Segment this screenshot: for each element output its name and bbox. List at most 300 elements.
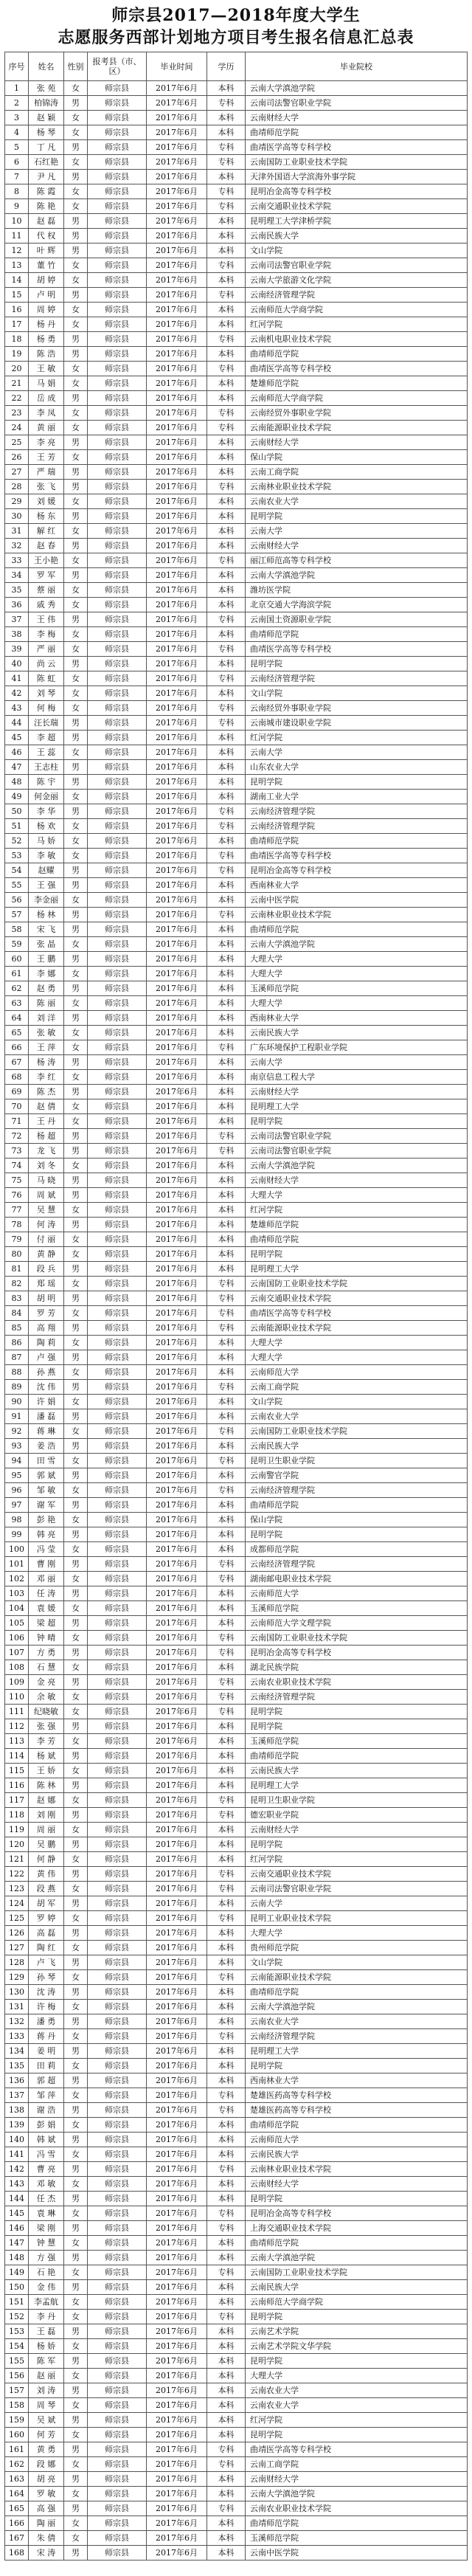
cell-education: 专科 [207,140,246,155]
table-row [5,1557,468,1572]
cell-name: 赵 春 [29,539,64,553]
table-row [5,2044,468,2059]
cell-no: 149 [5,2265,29,2280]
cell-county: 师宗县 [88,214,147,229]
cell-sex: 女 [64,583,88,598]
cell-school: 广东环境保护工程职业学院 [246,1040,468,1055]
cell-sex: 男 [64,863,88,878]
cell-education: 专科 [207,2162,246,2177]
cell-education: 本科 [207,952,246,967]
cell-school: 云南机电职业技术学院 [246,332,468,347]
cell-sex: 女 [64,2236,88,2251]
cell-grad-time: 2017年6月 [147,539,207,553]
cell-no: 159 [5,2413,29,2428]
cell-sex: 女 [64,111,88,125]
cell-county: 师宗县 [88,2014,147,2029]
table-header-row [5,52,468,81]
cell-school: 云南师范大学 [246,1586,468,1601]
cell-grad-time: 2017年6月 [147,1040,207,1055]
cell-grad-time: 2017年6月 [147,258,207,273]
cell-county: 师宗县 [88,1291,147,1306]
cell-sex: 男 [64,568,88,583]
cell-grad-time: 2017年6月 [147,1070,207,1085]
cell-grad-time: 2017年6月 [147,421,207,435]
cell-sex: 男 [64,2014,88,2029]
cell-education: 专科 [207,1454,246,1468]
cell-no: 41 [5,671,29,686]
cell-school: 北京交通大学海滨学院 [246,598,468,612]
cell-name: 田 雪 [29,1454,64,1468]
cell-county: 师宗县 [88,1424,147,1439]
cell-county: 师宗县 [88,2324,147,2339]
cell-sex: 女 [64,1247,88,1262]
table-row [5,1144,468,1158]
cell-education: 本科 [207,878,246,893]
cell-sex: 男 [64,1262,88,1277]
cell-school: 云南师范大学文理学院 [246,1616,468,1631]
cell-name: 胡 明 [29,1291,64,1306]
cell-name: 沈 伟 [29,1380,64,1395]
cell-no: 7 [5,170,29,184]
table-row [5,1970,468,1985]
cell-grad-time: 2017年6月 [147,1454,207,1468]
cell-sex: 男 [64,170,88,184]
cell-grad-time: 2017年6月 [147,1808,207,1823]
cell-county: 师宗县 [88,1985,147,2000]
cell-grad-time: 2017年6月 [147,1277,207,1291]
cell-name: 杨 东 [29,509,64,524]
cell-sex: 男 [64,480,88,494]
cell-education: 本科 [207,524,246,539]
cell-grad-time: 2017年6月 [147,2472,207,2487]
table-row [5,834,468,849]
cell-education: 专科 [207,96,246,111]
cell-name: 周 斌 [29,1188,64,1203]
cell-name: 何 梅 [29,701,64,716]
cell-education: 本科 [207,1099,246,1114]
cell-no: 23 [5,406,29,421]
cell-school: 云南能源职业技术学院 [246,1970,468,1985]
cell-sex: 男 [64,1867,88,1882]
cell-school: 云南师范大学商学院 [246,391,468,406]
cell-education: 专科 [207,671,246,686]
cell-no: 153 [5,2324,29,2339]
cell-county: 师宗县 [88,583,147,598]
cell-no: 162 [5,2457,29,2472]
cell-school: 云南国防工业职业技术学院 [246,1424,468,1439]
cell-grad-time: 2017年6月 [147,1158,207,1173]
cell-no: 156 [5,2369,29,2383]
table-row [5,804,468,819]
cell-education: 本科 [207,1513,246,1527]
cell-education: 本科 [207,1660,246,1675]
cell-no: 102 [5,1572,29,1586]
cell-sex: 女 [64,967,88,981]
cell-education: 本科 [207,1601,246,1616]
cell-name: 王 强 [29,878,64,893]
cell-name: 叶 辉 [29,244,64,258]
cell-no: 119 [5,1823,29,1837]
cell-county: 师宗县 [88,2044,147,2059]
cell-education: 本科 [207,1985,246,2000]
cell-name: 纪晓敏 [29,1705,64,1719]
cell-name: 赵 磊 [29,214,64,229]
cell-name: 曹 刚 [29,1557,64,1572]
cell-grad-time: 2017年6月 [147,1306,207,1321]
cell-school: 曲靖医学高等专科学校 [246,1306,468,1321]
cell-school: 云南大学滇池学院 [246,2251,468,2265]
cell-county: 师宗县 [88,347,147,362]
cell-education: 专科 [207,1631,246,1646]
cell-sex: 女 [64,1099,88,1114]
cell-grad-time: 2017年6月 [147,494,207,509]
cell-school: 西南林业大学 [246,1011,468,1026]
cell-no: 3 [5,111,29,125]
cell-no: 32 [5,539,29,553]
cell-no: 66 [5,1040,29,1055]
cell-sex: 女 [64,1070,88,1085]
cell-no: 83 [5,1291,29,1306]
cell-sex: 女 [64,1114,88,1129]
cell-sex: 女 [64,81,88,96]
cell-name: 陈 艳 [29,199,64,214]
cell-no: 43 [5,701,29,716]
cell-school: 昆明冶金高等专科学校 [246,184,468,199]
cell-county: 师宗县 [88,2354,147,2369]
cell-grad-time: 2017年6月 [147,1646,207,1660]
cell-name: 孙 燕 [29,1365,64,1380]
cell-school: 云南艺术学院文华学院 [246,2339,468,2354]
cell-name: 李 华 [29,804,64,819]
cell-sex: 男 [64,1055,88,1070]
cell-sex: 男 [64,288,88,303]
cell-education: 本科 [207,2177,246,2192]
cell-sex: 男 [64,332,88,347]
cell-no: 16 [5,303,29,317]
cell-grad-time: 2017年6月 [147,1793,207,1808]
cell-sex: 女 [64,1793,88,1808]
cell-no: 96 [5,1483,29,1498]
cell-school: 大理大学 [246,996,468,1011]
cell-school: 保山学院 [246,1513,468,1527]
cell-name: 田 莉 [29,2059,64,2073]
cell-school: 昆明学院 [246,657,468,671]
cell-no: 106 [5,1631,29,1646]
cell-name: 罗 芳 [29,1306,64,1321]
cell-no: 121 [5,1852,29,1867]
cell-education: 专科 [207,2442,246,2457]
cell-education: 本科 [207,2192,246,2206]
cell-school: 云南国防工业职业技术学院 [246,1277,468,1291]
cell-school: 云南经济管理学院 [246,671,468,686]
cell-name: 何 涛 [29,1218,64,1232]
cell-school: 曲靖医学高等专科学校 [246,642,468,657]
cell-education: 本科 [207,922,246,937]
cell-school: 文山学院 [246,1955,468,1970]
table-row [5,1040,468,1055]
cell-no: 44 [5,716,29,731]
cell-no: 113 [5,1734,29,1749]
cell-no: 15 [5,288,29,303]
cell-sex: 男 [64,214,88,229]
cell-county: 师宗县 [88,2177,147,2192]
cell-grad-time: 2017年6月 [147,863,207,878]
cell-school: 云南民族大学 [246,1439,468,1454]
cell-school: 云南财经大学 [246,2177,468,2192]
cell-name: 岳 成 [29,391,64,406]
cell-county: 师宗县 [88,494,147,509]
cell-county: 师宗县 [88,1129,147,1144]
cell-grad-time: 2017年6月 [147,2310,207,2324]
cell-grad-time: 2017年6月 [147,1601,207,1616]
cell-no: 25 [5,435,29,450]
cell-name: 潘 磊 [29,1409,64,1424]
cell-sex: 女 [64,2339,88,2354]
cell-name: 罗 婷 [29,1911,64,1926]
cell-school: 云南大学滇池学院 [246,2487,468,2501]
cell-name: 刘 媛 [29,494,64,509]
cell-grad-time: 2017年6月 [147,819,207,834]
cell-sex: 女 [64,1690,88,1705]
cell-county: 师宗县 [88,1837,147,1852]
cell-county: 师宗县 [88,199,147,214]
cell-county: 师宗县 [88,1882,147,1896]
table-row [5,863,468,878]
cell-sex: 女 [64,2206,88,2221]
cell-sex: 女 [64,2118,88,2133]
cell-county: 师宗县 [88,937,147,952]
cell-education: 本科 [207,1439,246,1454]
cell-grad-time: 2017年6月 [147,1852,207,1867]
cell-sex: 男 [64,229,88,244]
cell-name: 李金丽 [29,893,64,908]
cell-grad-time: 2017年6月 [147,1218,207,1232]
cell-sex: 女 [64,1483,88,1498]
cell-education: 本科 [207,2413,246,2428]
table-row [5,2546,468,2561]
cell-grad-time: 2017年6月 [147,303,207,317]
cell-no: 29 [5,494,29,509]
table-row [5,2280,468,2295]
cell-no: 37 [5,612,29,627]
cell-sex: 男 [64,2221,88,2236]
cell-sex: 男 [64,981,88,996]
cell-name: 宋 飞 [29,922,64,937]
cell-sex: 男 [64,1778,88,1793]
cell-name: 马 娇 [29,834,64,849]
table-row [5,1852,468,1867]
table-row [5,1823,468,1837]
cell-sex: 女 [64,1365,88,1380]
table-row [5,1660,468,1675]
cell-sex: 女 [64,2310,88,2324]
cell-grad-time: 2017年6月 [147,125,207,140]
cell-school: 云南林业职业技术学院 [246,480,468,494]
table-row [5,849,468,863]
table-row [5,1542,468,1557]
cell-name: 严 丽 [29,642,64,657]
cell-grad-time: 2017年6月 [147,1778,207,1793]
header-sex: 性别 [64,52,88,81]
cell-county: 师宗县 [88,539,147,553]
cell-sex: 女 [64,627,88,642]
cell-education: 专科 [207,1911,246,1926]
cell-no: 65 [5,1026,29,1040]
cell-name: 彭 娟 [29,2118,64,2133]
table-row [5,612,468,627]
cell-name: 方 强 [29,2251,64,2265]
cell-education: 专科 [207,406,246,421]
cell-sex: 女 [64,2059,88,2073]
cell-name: 张 敏 [29,1026,64,1040]
table-row [5,2000,468,2014]
cell-county: 师宗县 [88,125,147,140]
cell-no: 42 [5,686,29,701]
cell-sex: 女 [64,1601,88,1616]
cell-county: 师宗县 [88,273,147,288]
cell-county: 师宗县 [88,1616,147,1631]
cell-education: 专科 [207,1321,246,1336]
cell-name: 姜 浩 [29,1439,64,1454]
cell-grad-time: 2017年6月 [147,804,207,819]
cell-county: 师宗县 [88,1852,147,1867]
cell-grad-time: 2017年6月 [147,1705,207,1719]
table-row [5,1203,468,1218]
cell-grad-time: 2017年6月 [147,244,207,258]
table-row [5,1896,468,1911]
cell-school: 昆明学院 [246,1719,468,1734]
cell-school: 玉溪师范学院 [246,1601,468,1616]
cell-school: 云南工商学院 [246,2457,468,2472]
cell-no: 1 [5,81,29,96]
cell-name: 蒋 丹 [29,2029,64,2044]
cell-sex: 女 [64,2398,88,2413]
cell-grad-time: 2017年6月 [147,701,207,716]
cell-school: 山东农业大学 [246,760,468,775]
cell-name: 刘 刚 [29,1808,64,1823]
cell-education: 本科 [207,391,246,406]
cell-name: 张 苑 [29,81,64,96]
cell-no: 110 [5,1690,29,1705]
table-row [5,1837,468,1852]
table-row [5,553,468,568]
table-row [5,524,468,539]
cell-no: 142 [5,2162,29,2177]
cell-county: 师宗县 [88,1336,147,1350]
cell-sex: 男 [64,1837,88,1852]
table-row [5,1336,468,1350]
cell-no: 157 [5,2383,29,2398]
table-row [5,1793,468,1808]
cell-school: 云南农业大学 [246,2383,468,2398]
cell-grad-time: 2017年6月 [147,1911,207,1926]
cell-grad-time: 2017年6月 [147,1144,207,1158]
cell-name: 李 凤 [29,406,64,421]
table-row [5,2147,468,2162]
table-row [5,1158,468,1173]
cell-school: 云南师范大学 [246,1365,468,1380]
cell-grad-time: 2017年6月 [147,140,207,155]
cell-no: 45 [5,731,29,745]
cell-sex: 男 [64,1498,88,1513]
cell-school: 云南财经大学 [246,111,468,125]
cell-no: 62 [5,981,29,996]
table-row [5,1262,468,1277]
cell-county: 师宗县 [88,1055,147,1070]
cell-no: 60 [5,952,29,967]
cell-county: 师宗县 [88,2516,147,2531]
cell-name: 卢 飞 [29,1955,64,1970]
cell-education: 本科 [207,1409,246,1424]
cell-education: 专科 [207,863,246,878]
cell-name: 方 勇 [29,1646,64,1660]
cell-county: 师宗县 [88,2310,147,2324]
table-row [5,391,468,406]
cell-no: 120 [5,1837,29,1852]
cell-no: 21 [5,376,29,391]
cell-sex: 男 [64,1985,88,2000]
cell-county: 师宗县 [88,657,147,671]
cell-name: 陶 莉 [29,1336,64,1350]
cell-county: 师宗县 [88,406,147,421]
cell-school: 云南大学 [246,1055,468,1070]
cell-county: 师宗县 [88,2531,147,2546]
cell-education: 专科 [207,1129,246,1144]
cell-name: 杨 琴 [29,125,64,140]
cell-county: 师宗县 [88,2088,147,2103]
cell-name: 金 亮 [29,1675,64,1690]
cell-county: 师宗县 [88,2428,147,2442]
cell-sex: 男 [64,878,88,893]
cell-grad-time: 2017年6月 [147,878,207,893]
cell-no: 70 [5,1099,29,1114]
cell-name: 陈 霞 [29,184,64,199]
table-row [5,2501,468,2516]
cell-sex: 女 [64,1823,88,1837]
cell-grad-time: 2017年6月 [147,1129,207,1144]
cell-county: 师宗县 [88,1232,147,1247]
cell-education: 专科 [207,1040,246,1055]
cell-name: 谢 浩 [29,2103,64,2118]
table-row [5,1232,468,1247]
cell-no: 33 [5,553,29,568]
table-row [5,996,468,1011]
cell-no: 118 [5,1808,29,1823]
table-row [5,2103,468,2118]
table-row [5,2221,468,2236]
table-row [5,1218,468,1232]
table-row [5,1439,468,1454]
cell-no: 126 [5,1926,29,1941]
cell-no: 26 [5,450,29,465]
table-row [5,2531,468,2546]
cell-education: 专科 [207,1882,246,1896]
cell-name: 赵 丽 [29,2369,64,2383]
cell-education: 本科 [207,627,246,642]
cell-no: 114 [5,1749,29,1764]
cell-name: 石红艳 [29,155,64,170]
cell-education: 本科 [207,1527,246,1542]
cell-no: 139 [5,2118,29,2133]
cell-grad-time: 2017年6月 [147,1055,207,1070]
cell-no: 147 [5,2236,29,2251]
cell-sex: 男 [64,2383,88,2398]
cell-school: 云南林业职业技术学院 [246,908,468,922]
cell-grad-time: 2017年6月 [147,1380,207,1395]
cell-school: 云南农业大学 [246,494,468,509]
cell-sex: 男 [64,1586,88,1601]
cell-school: 大理大学 [246,1350,468,1365]
